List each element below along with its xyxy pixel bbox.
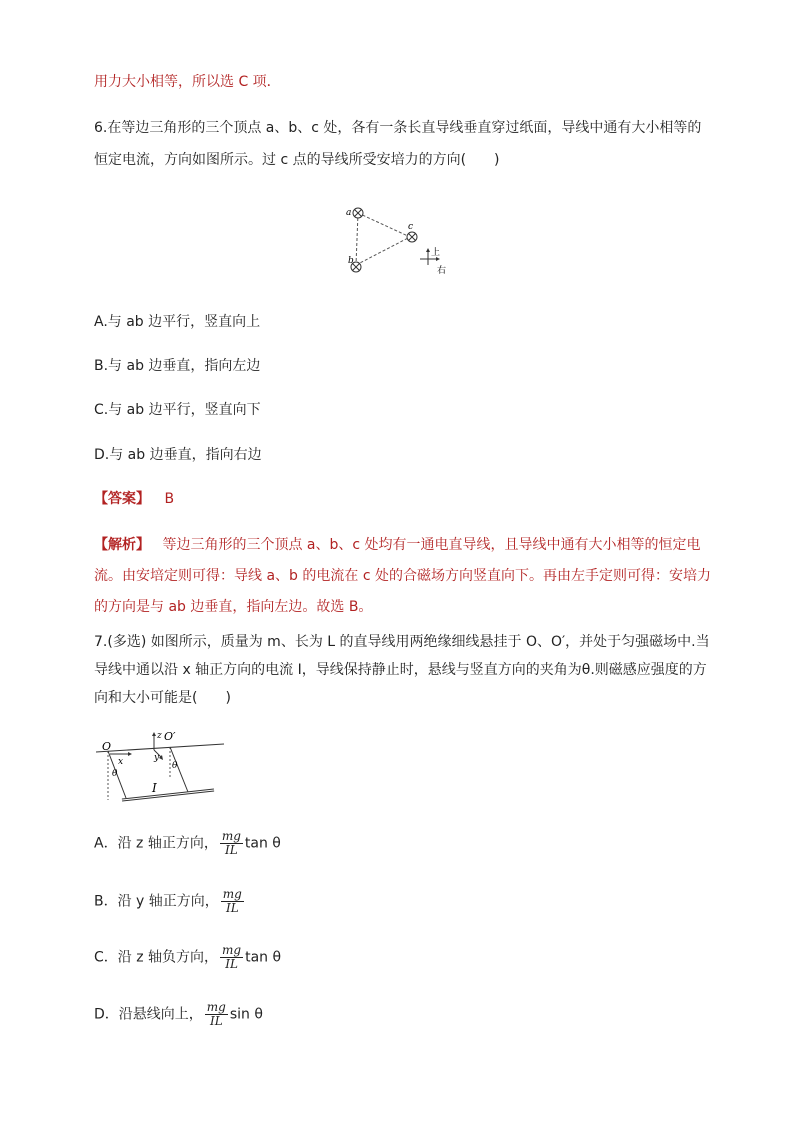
label-right: 右 [437,266,447,276]
label-z: z [157,731,162,741]
q7-stem-line2: 导线中通以沿 x 轴正方向的电流 I，导线保持静止时，悬线与竖直方向的夹角为θ.则磁感应强度的方 [94,662,707,678]
q7-option-b-text: B．沿 y 轴正方向， [94,893,219,910]
label-x: x [118,757,124,767]
analysis-label: 【解析】 [94,537,150,553]
wire-a-icon [353,208,363,218]
q7-stem-line1: 7.(多选) 如图所示，质量为 m、长为 L 的直导线用两绝缘细线悬挂于 O、O′，并处于匀强磁场中.当 [94,634,710,650]
q7-option-c-text: C．沿 z 轴负方向， [94,949,219,966]
q7-option-b [94,888,246,915]
q7-option-a-text: A．沿 z 轴正方向， [94,835,218,852]
fraction-mg-IL: $\frac{mg}{IL}$ [222,943,242,971]
q7-option-c-tail: tan θ [245,949,282,966]
q7-option-c [94,944,281,971]
label-a: a [346,208,352,218]
previous-answer-text: 用力大小相等，所以选 C 项． [94,74,281,90]
q6-triangle-figure [340,195,450,280]
label-b: b [348,256,354,266]
q6-option-d: D.与 ab 边垂直，指向右边 [94,447,262,463]
q6-option-a: A.与 ab 边平行，竖直向上 [94,314,261,330]
fraction-mg-IL: $\frac{mg}{IL}$ [206,1000,226,1028]
q6-answer [94,489,174,509]
fraction-mg-IL: $\frac{mg}{IL}$ [222,887,242,915]
q7-option-d-tail: sin θ [229,1006,263,1023]
label-c: c [408,222,414,232]
answer-value: B [164,491,175,507]
q7-option-d [94,1001,263,1028]
q6-stem-line1: 6.在等边三角形的三个顶点 a、b、c 处，各有一条长直导线垂直穿过纸面，导线中通有大小相等的 [94,120,702,136]
answer-label: 【答案】 [94,491,150,507]
q7-option-a [94,830,281,857]
fraction-mg-IL: $\frac{mg}{IL}$ [221,829,241,857]
q6-option-b: B.与 ab 边垂直，指向左边 [94,358,261,374]
label-theta-left: θ [112,769,118,779]
q6-option-c: C.与 ab 边平行，竖直向下 [94,402,261,418]
q7-option-a-tail: tan θ [244,835,281,852]
label-O: O [102,740,112,753]
label-I: I [152,781,157,795]
q6-analysis-line1 [94,535,701,555]
q6-analysis-line3: 的方向是与 ab 边垂直，指向左边。故选 B。 [94,599,373,615]
q7-stem-line3: 向和大小可能是( ) [94,690,231,706]
q6-stem-line2: 恒定电流，方向如图所示。过 c 点的导线所受安培力的方向( ) [94,152,500,168]
label-up: 上 [431,248,441,258]
q7-option-d-text: D．沿悬线向上， [94,1006,203,1023]
label-O-prime: O′ [164,730,176,743]
label-y: y [154,753,160,763]
label-theta-right: θ [172,761,178,771]
q6-analysis-line2: 流。由安培定则可得：导线 a、b 的电流在 c 处的合磁场方向竖直向下。再由左手定则可得：安培力 [94,568,711,584]
q7-wire-figure [96,728,226,806]
wire-c-icon [407,232,417,242]
analysis-text-1: 等边三角形的三个顶点 a、b、c 处均有一通电直导线，且导线中通有大小相等的恒定电 [162,537,701,553]
